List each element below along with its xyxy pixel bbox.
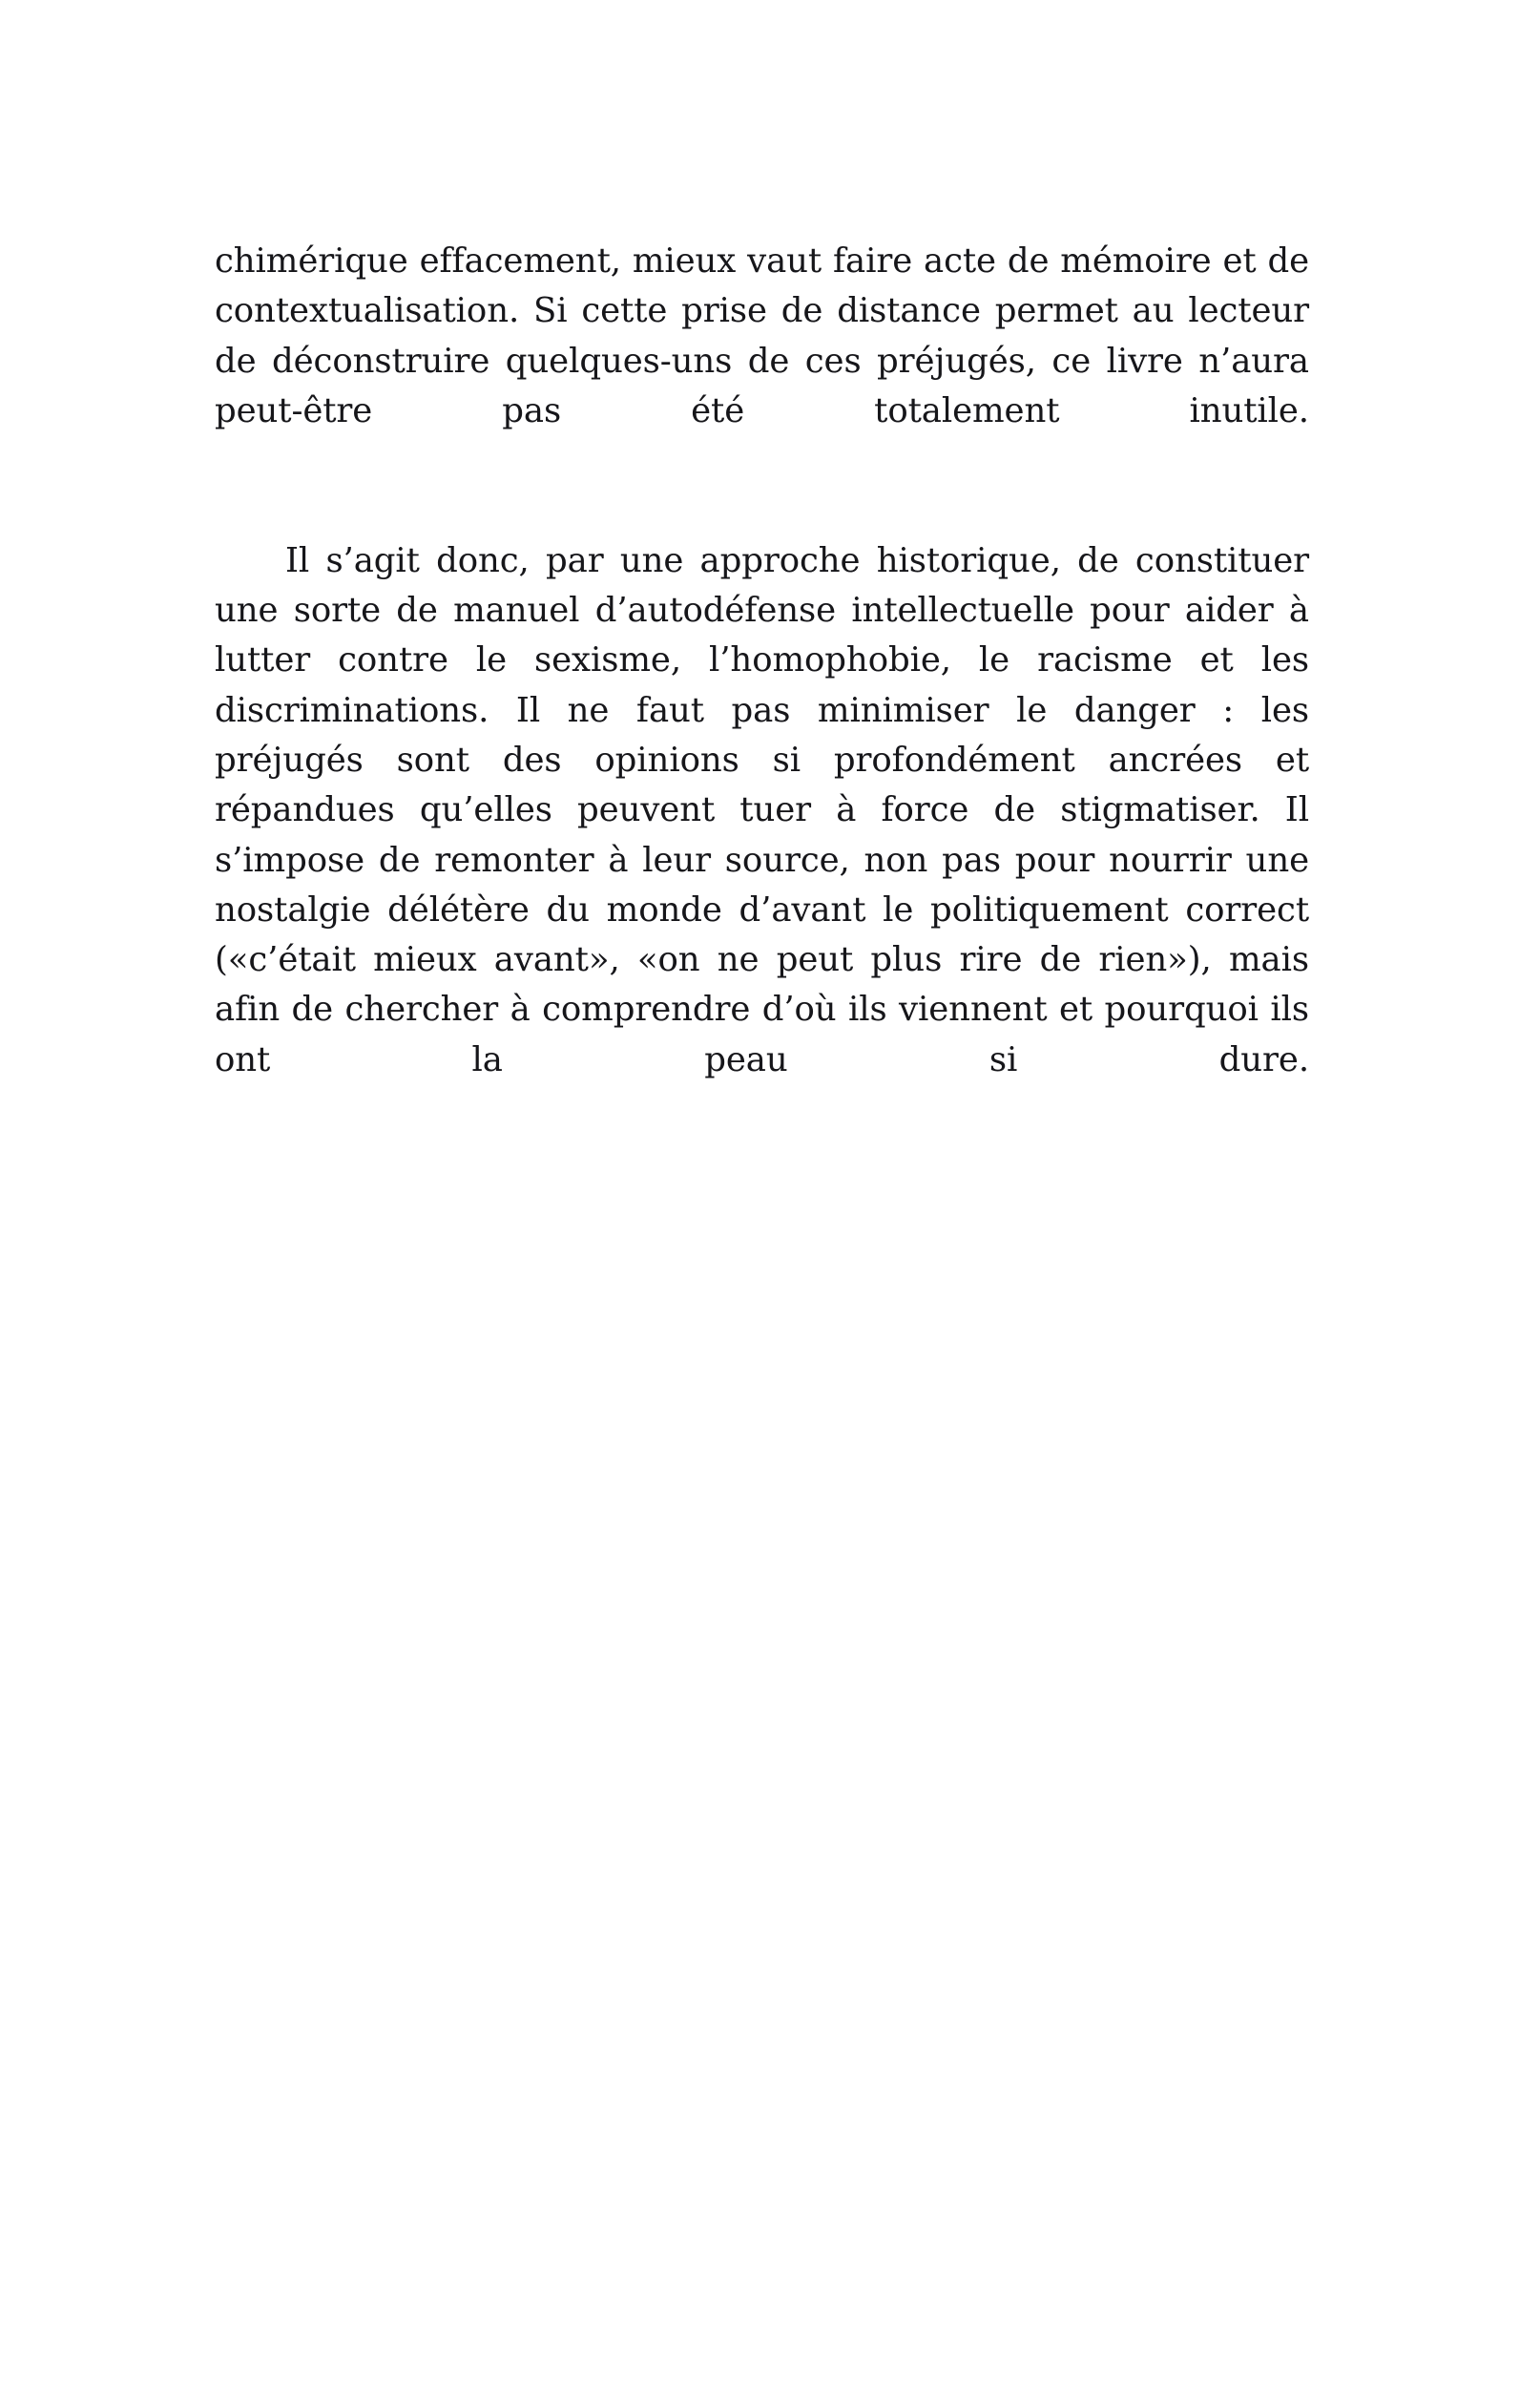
- text-column: [215, 237, 1309, 1135]
- paragraph-continuation: [215, 237, 1309, 486]
- paragraph-main-text: Il s’agit donc, par une approche historique, de constituer une sorte de manuel d’autodéfense intellectuelle pour aider à lutter contre le sexisme, l’homophobie, le racisme et les discriminations. Il ne faut pas minimiser le danger : les préjugés sont des opinions si profondément ancrées et répandues qu’elles peuvent tuer à force de stigmatiser. Il s’impose de remonter à leur source, non pas pour nourrir une nostalgie délétère du monde d’avant le politiquement correct («c’était mieux avant», «on ne peut plus rire de rien»), mais afin de chercher à comprendre d’où ils viennent et pourquoi ils ont la peau si dure.: [215, 540, 1309, 1079]
- paragraph-main: [215, 536, 1309, 1136]
- paragraph-continuation-text: chimérique effacement, mieux vaut faire acte de mémoire et de contextualisation. Si cette prise de distance permet au lecteur de déconstruire quelques-uns de ces préjugés, ce livre n’aura peut-être pas été totalement inutile.: [215, 241, 1309, 430]
